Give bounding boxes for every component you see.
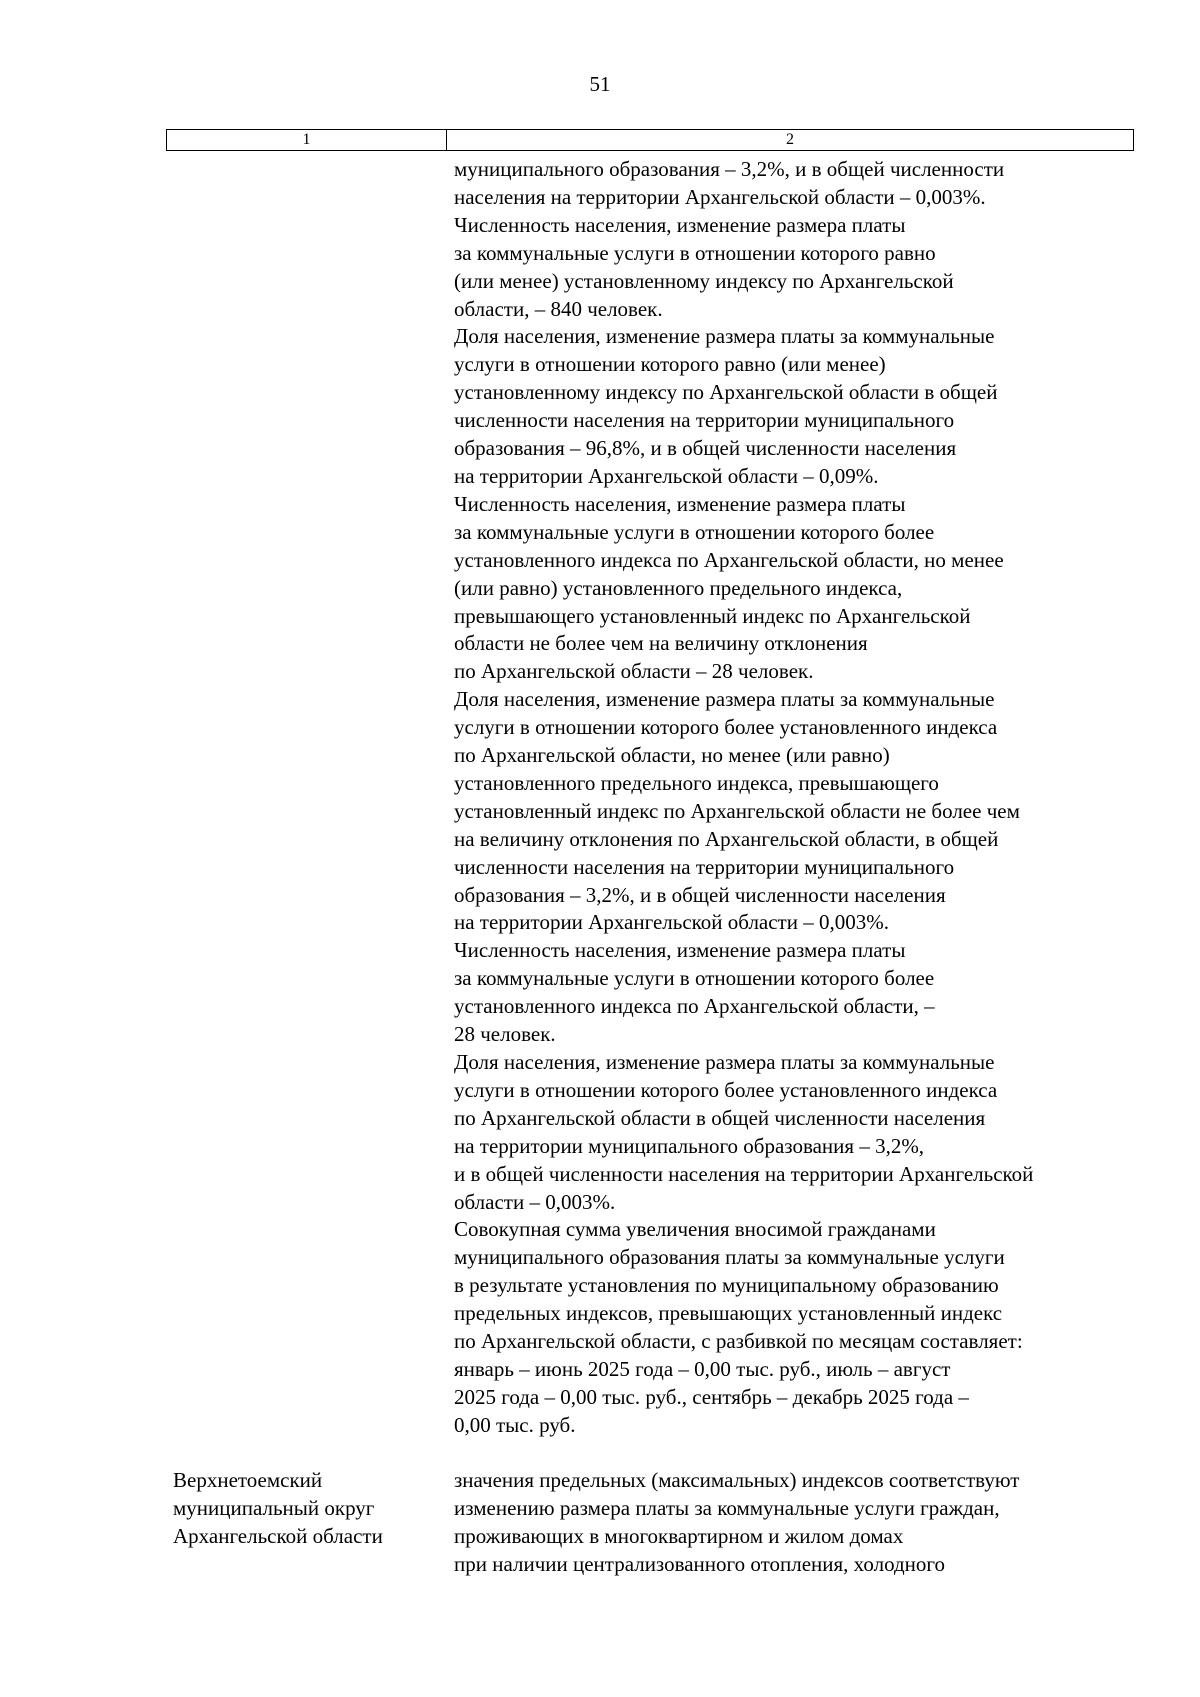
text-line: Совокупная сумма увеличения вносимой гражданами xyxy=(454,1217,936,1242)
text-line: проживающих в многоквартирном и жилом домах xyxy=(454,1523,904,1548)
text-line: по Архангельской области, но менее (или равно) xyxy=(454,743,890,768)
text-line: на территории Архангельской области – 0,09%. xyxy=(454,463,879,488)
text-line: по Архангельской области, с разбивкой по месяцам составляет: xyxy=(454,1329,1023,1354)
text-line: 28 человек. xyxy=(454,1022,556,1047)
text-line: области, – 840 человек. xyxy=(454,296,663,321)
text-line: муниципального образования платы за коммунальные услуги xyxy=(454,1245,1005,1270)
page-number: 51 xyxy=(589,72,611,96)
text-line: за коммунальные услуги в отношении которого более xyxy=(454,519,935,544)
table-header-row xyxy=(166,129,1134,151)
text-line: 2025 года – 0,00 тыс. руб., сентябрь – декабрь 2025 года – xyxy=(454,1384,969,1409)
text-line: предельных индексов, превышающих установленный индекс xyxy=(454,1301,1003,1326)
table-row-1-text xyxy=(454,156,1144,1440)
text-line: январь – июнь 2025 года – 0,00 тыс. руб., июль – август xyxy=(454,1356,951,1381)
text-line: Доля населения, изменение размера платы за коммунальные xyxy=(454,687,995,712)
text-line: населения на территории Архангельской области – 0,003%. xyxy=(454,184,986,209)
text-line: на территории Архангельской области – 0,003%. xyxy=(454,910,889,935)
text-line: (или равно) установленного предельного индекса, xyxy=(454,575,903,600)
text-line: установленного предельного индекса, превышающего xyxy=(454,770,939,795)
table-header-col-2: 2 xyxy=(786,131,794,148)
table-row-2-text xyxy=(454,1467,1144,1579)
text-line: при наличии централизованного отопления, холодного xyxy=(454,1551,945,1576)
table-header-col-1: 1 xyxy=(167,130,447,150)
text-line: услуги в отношении которого более установленного индекса xyxy=(454,715,998,740)
municipality-name-line: Верхнетоемский xyxy=(173,1468,323,1492)
text-line: образования – 96,8%, и в общей численности населения xyxy=(454,436,957,461)
text-line: 0,00 тыс. руб. xyxy=(454,1412,576,1437)
text-line: по Архангельской области – 28 человек. xyxy=(454,659,814,684)
text-line: численности населения на территории муниципального xyxy=(454,408,955,433)
municipality-name-line: муниципальный округ xyxy=(173,1495,375,1520)
text-line: на величину отклонения по Архангельской области, в общей xyxy=(454,826,999,851)
text-line: услуги в отношении которого равно (или менее) xyxy=(454,352,886,377)
text-line: на территории муниципального образования – 3,2%, xyxy=(454,1133,925,1158)
text-line: установленного индекса по Архангельской области, – xyxy=(454,994,935,1019)
text-line: в результате установления по муниципальному образованию xyxy=(454,1273,999,1298)
text-line: и в общей численности населения на территории Архангельской xyxy=(454,1161,1034,1186)
text-line: области не более чем на величину отклонения xyxy=(454,631,868,656)
text-line: по Архангельской области в общей численности населения xyxy=(454,1105,986,1130)
table-row-2-municipality-name xyxy=(173,1467,443,1551)
text-line: Доля населения, изменение размера платы за коммунальные xyxy=(454,324,995,349)
text-line: муниципального образования – 3,2%, и в общей численности xyxy=(454,157,1005,181)
text-line: области – 0,003%. xyxy=(454,1189,616,1214)
text-line: Численность населения, изменение размера платы xyxy=(454,491,906,516)
text-line: за коммунальные услуги в отношении которого более xyxy=(454,966,935,991)
text-line: установленный индекс по Архангельской области не более чем xyxy=(454,798,1020,823)
text-line: Доля населения, изменение размера платы за коммунальные xyxy=(454,1050,995,1074)
text-line: значения предельных (максимальных) индексов соответствуют xyxy=(454,1468,1020,1492)
text-line: установленного индекса по Архангельской области, но менее xyxy=(454,547,1004,572)
text-line: образования – 3,2%, и в общей численности населения xyxy=(454,882,946,907)
text-line: превышающего установленный индекс по Архангельской xyxy=(454,603,971,628)
text-line: Численность населения, изменение размера платы xyxy=(454,212,906,237)
text-line: (или менее) установленному индексу по Архангельской xyxy=(454,268,954,293)
text-line: Численность населения, изменение размера платы xyxy=(454,938,906,963)
text-line: изменению размера платы за коммунальные услуги граждан, xyxy=(454,1495,1000,1520)
text-line: за коммунальные услуги в отношении которого равно xyxy=(454,240,936,265)
text-line: услуги в отношении которого более установленного индекса xyxy=(454,1077,998,1102)
text-line: численности населения на территории муниципального xyxy=(454,854,955,879)
text-line: установленному индексу по Архангельской области в общей xyxy=(454,380,998,405)
municipality-name-line: Архангельской области xyxy=(173,1523,383,1548)
